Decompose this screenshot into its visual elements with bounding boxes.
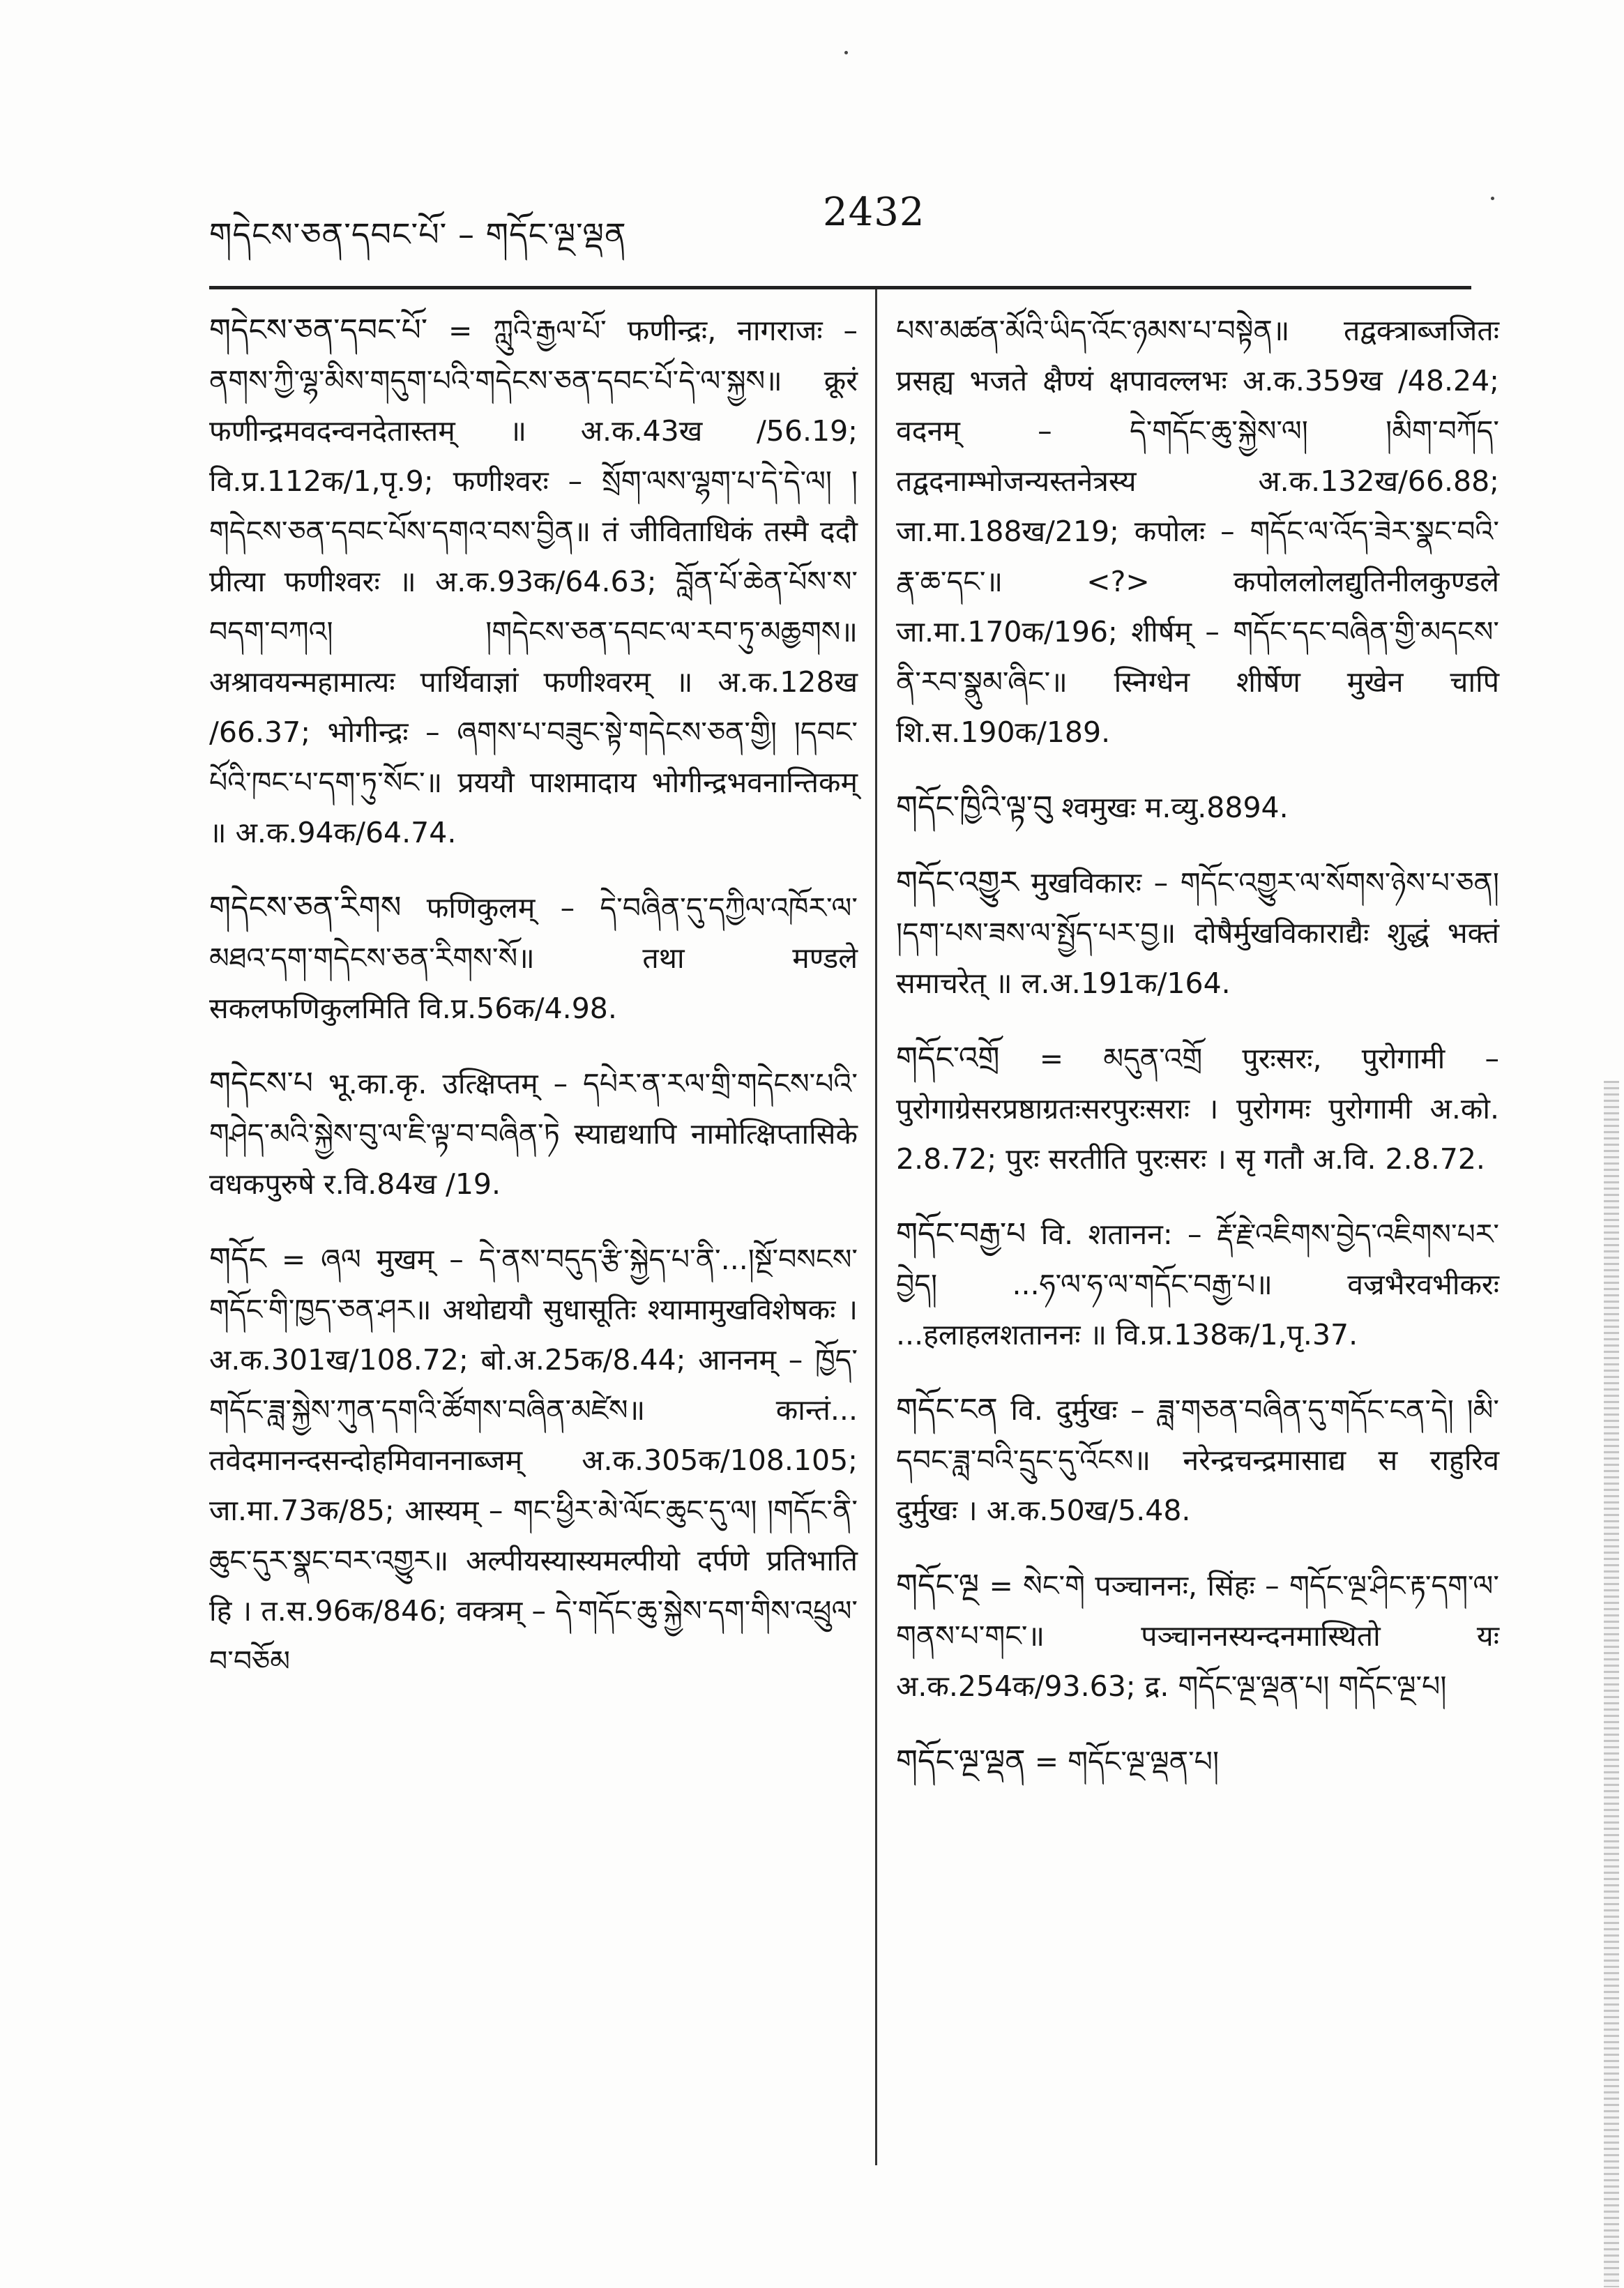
entry-body: = ཀླུའི་རྒྱལ་པོ་ फणीन्द्रः, नागराजः – ནགས་ཀྱི་ལྷ་མིས་གདུག་པའི་གདེངས་ཅན་དབང་པོ་དེ་ལ་སྐྱས॥ क्रूरं फणीन्द्रमवदन्वनदेतास्तम् ॥ अ.क.43ख /56.19; वि.प्र.112क/1,पृ.9; फणीश्वरः – སྲོག་ལས་ལྷག་པ་དེ་དེ་ལ། །གདེངས་ཅན་དབང་པོས་དགའ་བས་བྱིན॥ तं जीविताधिकं तस्मै ददौ प्रीत्या फणीश्वरः ॥ अ.क.93क/64.63; བློན་པོ་ཆེན་པོས་ས་བདག་བཀའ། །གདེངས་ཅན་དབང་ལ་རབ་ཏུ་མཆྱགས॥ अश्रावयन्महामात्यः पार्थिवाज्ञां फणीश्वरम् ॥ अ.क.128ख /66.37; भोगीन्द्रः – ཞགས་པ་བཟུང་སྟེ་གདེངས་ཅན་གྱི། །དབང་པོའི་ཁང་པ་དག་ཏུ་སོང་॥ प्रययौ पाशमादाय भोगीन्द्रभवनान्तिकम् ॥ अ.क.94क/64.74. [209,314,858,849]
entry-body: = ཞལ मुखम् – དེ་ནས་བདུད་རྩི་སྐྱེད་པ་ནི་...།སྔོ་བསངས་གདོང་གི་ཁྱད་ཅན་ཤར॥ अथोद्ययौ सुधासूतिः श्यामामुखविशेषकः । अ.क.301ख/108.72; बो.अ.25क/8.44; आननम् – ཁྱོད་གདོང་ཟླ་སྐྱེས་ཀུན་དགའི་ཚོགས་བཞིན་མཛེས॥ कान्तं... तवेदमानन्दसन्दोहमिवाननाब्जम् अ.क.305क/108.105; जा.मा.73क/85; आस्यम् – གང་ཕྱིར་མེ་ལོང་ཆུང་དུ་ལ། །གདོང་ནི་ཆུང་དུར་སྣང་བར་འགྱུར॥ अल्पीयस्यास्यमल्पीयो दर्पणे प्रतिभाति हि । त.स.96क/846; वक्त्रम् – དེ་གདོང་ཆུ་སྐྱེས་དག་གིས་འཕྲུལ་བ་བཅོམ [209,1243,858,1678]
entry-body: = གདོང་ལྔ་ལྡན་པ། [1034,1745,1220,1778]
running-head: གདེངས་ཅན་དབང་པོ་ – གདོང་ལྔ་ལྡན [209,215,627,253]
entry-continuation [896,305,1499,757]
entry-body: वि. दुर्मुखः – ཟླ་གཅན་བཞིན་དུ་གདོང་ངན་དེ། །མི་དབང་ཟླ་བའི་དྲུང་དུ་འོངས॥ नरेन्द्रचन्द्रमासाद्य स राहुरिव दुर्मुखः । अ.क.50ख/5.48. [896,1393,1499,1527]
dictionary-entry [896,1033,1499,1184]
entry-body: मुखविकारः – གདོང་འགྱུར་ལ་སོགས་ཉེས་པ་ཅན། །དག་པས་ཟས་ལ་སྤྱོད་པར་བྱ॥ दोषैर्मुखविकाराद्यैः शुद्धं भक्तं समाचरेत् ॥ ल.अ.191क/164. [896,866,1499,1000]
dictionary-entry [209,305,858,858]
dictionary-entry [896,1561,1499,1711]
headword: གདེངས་ཅན་དབང་པོ་ [209,312,428,348]
scan-speck [844,51,848,54]
dictionary-entry [896,858,1499,1008]
dictionary-entry [209,1234,858,1686]
dictionary-entry [896,782,1499,833]
headword: གདོང་ལྔ་ལྡན [896,1743,1026,1779]
headword: གདོང་བརྒྱ་པ [896,1216,1026,1252]
entry-body: श्वमुखः म.व्यु.8894. [1061,791,1289,824]
dictionary-entry [209,883,858,1033]
dictionary-entry [896,1385,1499,1536]
headword: གདོང་ལྔ [896,1568,980,1603]
right-column [896,305,1499,1812]
header-rule [209,286,1471,289]
page-header [209,190,1492,259]
column-divider [875,289,877,2165]
entry-body: फणिकुलम् – དེ་བཞིན་དུ་དཀྱིལ་འཁོར་ལ་མཐའ་དག་གདེངས་ཅན་རིགས་སོ॥ तथा मण्डले सकलफणिकुलमिति वि.प्र.56क/4.98. [209,891,858,1025]
entry-body: = སེང་གེ पञ्चाननः, सिंहः – གདོང་ལྔ་ཤིང་རྟ་དག་ལ་གནས་པ་གང་॥ पञ्चाननस्यन्दनमास्थितो यः अ.क.254क/93.63; द्र. གདོང་ལྔ་ལྡན་པ། གདོང་ལྔ་པ། [896,1569,1499,1703]
headword: གདོང་འགྱུར [896,865,1019,900]
entry-body: = མདུན་འགྲོ पुरःसरः, पुरोगामी – पुरोगाग्रेसरप्रष्ठाग्रतःसरपुरःसराः । पुरोगमः पुरोगामी अ.को. 2.8.72; पुरः सरतीति पुरःसरः । सृ गतौ अ.वि. 2.8.72. [896,1042,1499,1176]
page-number: 2432 [823,190,925,235]
left-column [209,305,858,1711]
headword: གདོང [209,1241,266,1277]
headword: གདེངས་པ [209,1066,313,1101]
headword: གདོང་འགྲོ [896,1040,1000,1076]
dictionary-entry [896,1736,1499,1787]
headword: གདོང་ངན [896,1392,998,1427]
headword: གདེངས་ཅན་རིགས [209,890,402,925]
dictionary-entry [209,1059,858,1209]
entry-body: भू.का.कृ. उत्क्षिप्तम् – དཔེར་ན་རལ་གྲི་གདེངས་པའི་གཤེད་མའི་སྐྱེས་བུ་ལ་ཇི་ལྟ་བ་བཞིན་ཏེ स्याद्यथापि नामोत्क्षिप्तासिके वधकपुरुषे र.वि.84ख /19. [209,1067,858,1201]
entry-body: པས་མཚན་མོའི་ཡིད་འོང་ཉམས་པ་བསྟེན॥ तद्वक्त्राब्जजितः प्रसह्य भजते क्षैण्यं क्षपावल्लभः अ.क.359ख /48.24; वदनम् – དེ་གདོང་ཆུ་སྐྱེས་ལ། །མིག་བཀོད་तद्वदनाम्भोजन्यस्तनेत्रस्य अ.क.132ख/66.88; जा.मा.188ख/219; कपोलः – གདོང་ལ་འོད་ཟེར་སྣང་བའི་རྣ་ཆ་དང་॥ <?> कपोललोलद्युतिनीलकुण्डले जा.मा.170क/196; शीर्षम् – གདོང་དང་བཞིན་གྱི་མདངས་ནི་རབ་སྣུམ་ཞིང་॥ स्निग्धेन शीर्षेण मुखेन चापि शि.स.190क/189. [896,314,1499,749]
scan-edge-noise [1604,1081,1619,2287]
dictionary-entry [896,1209,1499,1360]
entry-body: वि. शतानन: – རྡོ་རྗེ་འཇིགས་བྱེད་འཇིགས་པར་བྱེད། ...ཧ་ལ་ཧ་ལ་གདོང་བརྒྱ་པ॥ वज्रभैरवभीकरः ...हलाहलशताननः ॥ वि.प्र.138क/1,पृ.37. [896,1218,1499,1351]
headword: གདོང་ཁྱིའི་ལྟ་བུ [896,789,1053,825]
